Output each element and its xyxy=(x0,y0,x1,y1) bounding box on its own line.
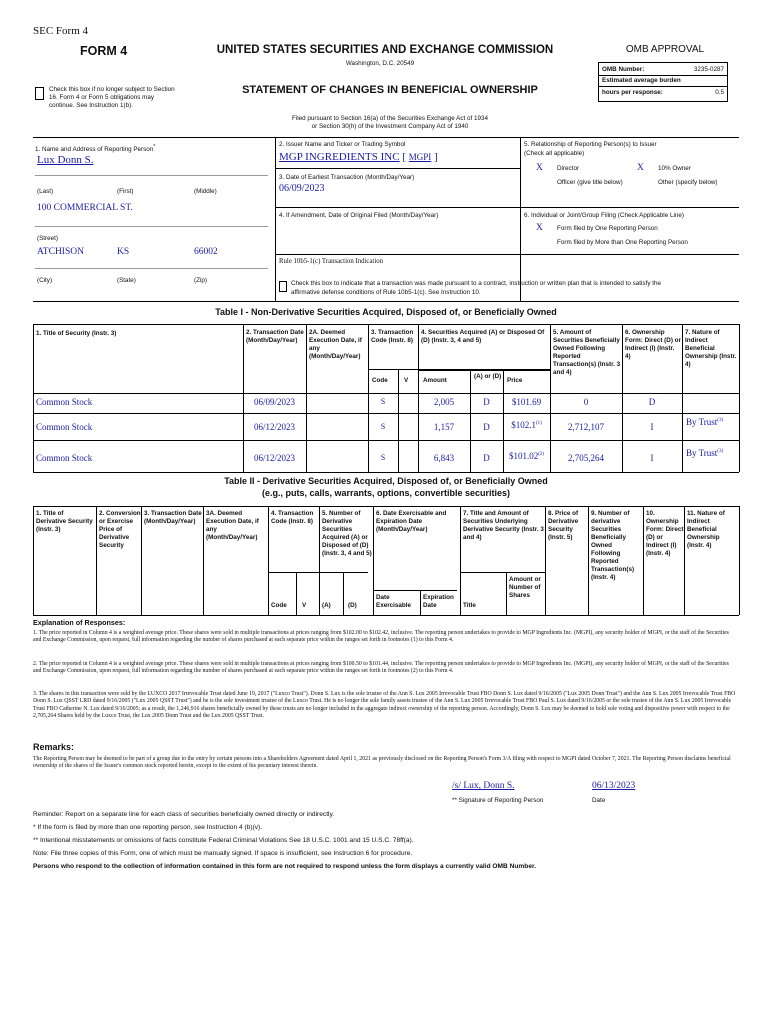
t1-row1-price: $101.69 xyxy=(511,397,542,407)
omb-burden-label: Estimated average burden xyxy=(602,77,681,84)
t2-title-header: Title xyxy=(463,602,476,609)
t1-row1-code: S xyxy=(380,397,386,406)
box4-label: 4. If Amendment, Date of Original Filed (Month/Day/Year) xyxy=(279,212,439,219)
omb-hours-value: 0.5 xyxy=(715,89,724,96)
t1-row2-price-footnote[interactable]: (1) xyxy=(535,421,542,426)
t2-col2-header: 2. Conversion or Exercise Price of Derivative Security xyxy=(99,510,141,549)
t2-col11-header: 11. Nature of Indirect Beneficial Ownership (Instr. 4) xyxy=(687,510,725,549)
t1-row3-date: 06/12/2023 xyxy=(253,453,295,463)
issuer-name: MGP INGREDIENTS INC xyxy=(279,151,400,163)
t1-row3-title: Common Stock xyxy=(36,453,93,463)
t1-row3-code: S xyxy=(380,453,386,462)
t2-col1-header: 1. Title of Derivative Security (Instr. 3) xyxy=(36,510,93,533)
t1-col4-header: 4. Securities Acquired (A) or Disposed Of (D) (Instr. 3, 4 and 5) xyxy=(421,329,545,344)
reporting-person-name: Lux Donn S. xyxy=(37,154,94,166)
t1-row2-title: Common Stock xyxy=(36,422,93,432)
middle-label: (Middle) xyxy=(194,188,217,195)
zip-value: 66002 xyxy=(194,247,218,257)
t2-col3-header: 3. Transaction Date (Month/Day/Year) xyxy=(144,510,202,525)
form-title: FORM 4 xyxy=(80,44,128,58)
table2-title-2: (e.g., puts, calls, warrants, options, convertible securities) xyxy=(261,488,511,498)
t1-row3-nature-footnote[interactable]: (3) xyxy=(717,449,724,454)
t1-code-header: Code xyxy=(372,377,388,384)
t2-col9-header: 9. Number of derivative Securities Beneficially Owned Following Reported Transaction(s) (Instr. 4) xyxy=(591,510,635,581)
t1-col6-header: 6. Ownership Form: Direct (D) or Indirect (I) (Instr. 4) xyxy=(625,329,681,360)
date-label: Date xyxy=(592,797,606,804)
footnote-1: 1. The price reported in Column 4 is a weighted average price. These shares were sold in multiple transactions at prices ranging from $102.00 to $102.42, inclusive. The reporting person undertakes to provide to MGP Ingredients Inc. (MGPI), any security holder of MGPI, or the staff of the Securities and Exchange Commission, upon request, full information regarding the number of shares purchased at each separate price within the ranges set forth in footnotes (1) to this Form 4. xyxy=(33,630,729,644)
t1-row2-owned: 2,712,107 xyxy=(568,422,604,432)
t1-col3-header: 3. Transaction Code (Instr. 8) xyxy=(371,329,414,344)
street-value: 100 COMMERCIAL ST. xyxy=(37,203,133,213)
t2-col10-header: 10. Ownership Form: Direct (D) or Indirect (I) (Instr. 4) xyxy=(646,510,684,557)
t1-row3-form: I xyxy=(650,453,654,463)
t2-col6-header: 6. Date Exercisable and Expiration Date (Month/Day/Year) xyxy=(376,510,447,533)
t1-row1-date: 06/09/2023 xyxy=(253,397,295,407)
t2-a-header: (A) xyxy=(322,602,331,609)
omb-title: OMB APPROVAL xyxy=(625,44,705,55)
t1-col2-header: 2. Transaction Date (Month/Day/Year) xyxy=(246,329,304,344)
rule-text-1: Check this box to indicate that a transaction was made pursuant to a contract, instruction or written plan that is intended to satisfy the xyxy=(291,280,661,287)
omb-box xyxy=(598,62,728,102)
t1-row2-form: I xyxy=(650,422,654,432)
t1-row1-form: D xyxy=(648,397,656,407)
box1-label: 1. Name and Address of Reporting Person* xyxy=(35,144,156,154)
ten-percent-owner-mark[interactable]: X xyxy=(637,163,644,173)
box5-label-2: (Check all applicable) xyxy=(524,150,585,157)
table1-title: Table I - Non-Derivative Securities Acquired, Disposed of, or Beneficially Owned xyxy=(215,307,557,317)
t1-v-header: V xyxy=(404,377,409,384)
t2-col8-header: 8. Price of Derivative Security (Instr. 5) xyxy=(548,510,579,541)
rule-text-2: affirmative defense conditions of Rule 10b5-1(c). See Instruction 10. xyxy=(291,289,481,296)
rule-label: Rule 10b5-1(c) Transaction Indication xyxy=(279,258,384,265)
street-label: (Street) xyxy=(37,235,58,242)
other-label: Other (specify below) xyxy=(658,179,718,186)
t1-row2-code: S xyxy=(380,422,386,431)
filed-pursuant-1: Filed pursuant to Section 16(a) of the Securities Exchange Act of 1934 xyxy=(291,115,489,122)
t1-col7-header: 7. Nature of Indirect Beneficial Ownership (Instr. 4) xyxy=(685,329,737,368)
t1-row3-price: $101.02$^{(2)}$ xyxy=(508,451,545,461)
ticker: MGPI xyxy=(408,152,432,162)
director-mark[interactable]: X xyxy=(536,163,543,173)
t1-col2a-header: 2A. Deemed Execution Date, if any (Month/Day/Year) xyxy=(309,329,362,360)
filed-pursuant-2: or Section 30(h) of the Investment Company Act of 1940 xyxy=(311,123,469,130)
signature-label: ** Signature of Reporting Person xyxy=(452,797,544,804)
officer-label: Officer (give title below) xyxy=(557,179,623,186)
footnote-3: 3. The shares in this transaction were sold by the LUXCO 2017 Irrevocable Trust dated June 19, 2017 ("Luxco Trust"). Donn S. Lux is the sole trustee of the Ann S. Lux 2005 Irrevocable Trust FBO Donn S. Lux dated 9/16/2005 ("Lux 2005 Donn Trust") and the Ann S. Lux 2005 Irrevocable Trust FBO Donn S. Lux QSST LRD dated 9/16/2005 ("Lux 2005 QSST Trust") and he is the sole investment trustee of the Luxco Trust. He is no longer the sole family assets trustee of the Ann S. Lux 2005 Irrevocable Trust FBO Paul S. Lux dated 9/16/2005 or the sole trustee of the Ann S. Lux 2005 Irrevocable Trust FBO Catherine N. Lux dated 9/16/2005; as a result, the 1,246,916 shares beneficially owned by these trusts are no longer included in the aggregate indirect ownership of the reporting person. Accordingly, Donn S. Lux may be deemed to hold sole voting and dispositive power with respect to the 2,705,264 Shares held by the Luxco Trust, the Lux 2005 Donn Trust and the Lux 2005 QSST Trust. xyxy=(33,691,736,720)
box6-label: 6. Individual or Joint/Group Filing (Check Applicable Line) xyxy=(524,212,684,219)
director-label: Director xyxy=(557,165,580,172)
city-value: ATCHISON xyxy=(37,247,84,257)
rule-checkbox[interactable] xyxy=(279,281,287,292)
t1-row3-ad: D xyxy=(483,453,490,463)
footnote-2: 2. The price reported in Column 4 is a weighted average price. These shares were sold in multiple transactions at prices ranging from $100.50 to $101.44, inclusive. The reporting person undertakes to provide to MGP Ingredients Inc. (MGPI), any security holder of MGPI, or the staff of the Securities and Exchange Commission, upon request, full information regarding the number of shares purchased at each separate price within the ranges set forth in footnotes (2) to this Form 4. xyxy=(33,661,729,675)
ten-percent-owner-label: 10% Owner xyxy=(658,165,691,172)
first-label: (First) xyxy=(117,188,134,195)
t1-row3-price-footnote[interactable]: (2) xyxy=(538,452,545,457)
t1-row3-owned: 2,705,264 xyxy=(568,453,604,463)
state-value: KS xyxy=(117,247,130,257)
section16-text: Check this box if no longer subject to Section 16. Form 4 or Form 5 obligations may continue. See Instruction 1(b). xyxy=(49,86,175,109)
agency-title: UNITED STATES SECURITIES AND EXCHANGE COMMISSION xyxy=(216,44,554,56)
t1-row2-nature: By Trust$^{(3)}$ xyxy=(686,417,724,427)
t1-row2-ad: D xyxy=(483,422,490,432)
signature-date: 06/13/2023 xyxy=(592,781,636,791)
t2-expiration-header: Expiration Date xyxy=(423,594,454,609)
t2-date-exercisable-header: Date Exercisable xyxy=(376,594,412,609)
note-4: Persons who respond to the collection of information contained in this form are not required to respond unless the form displays a currently valid OMB Number. xyxy=(33,863,537,870)
t1-row1-amount: 2,005 xyxy=(433,397,455,407)
t2-col3a-header: 3A. Deemed Execution Date, if any (Month/Day/Year) xyxy=(206,510,259,541)
omb-hours-label: hours per response: xyxy=(602,89,663,96)
note-1: * If the form is filed by more than one reporting person, see Instruction 4 (b)(v). xyxy=(33,824,263,831)
note-2: ** Intentional misstatements or omissions of facts constitute Federal Criminal Violations See 18 U.S.C. 1001 and 15 U.S.C. 78ff(a). xyxy=(33,837,414,844)
t1-amount-header: Amount xyxy=(423,377,447,384)
more-persons-label: Form filed by More than One Reporting Person xyxy=(557,239,688,246)
t1-col1-header: 1. Title of Security (Instr. 3) xyxy=(36,330,117,337)
issuer-ticker: MGP INGREDIENTS INC [ MGPI ] xyxy=(279,151,438,163)
t1-row2-nature-footnote[interactable]: (3) xyxy=(717,418,724,423)
signature-value: /s/ Lux, Donn S. xyxy=(452,781,515,791)
t1-col5-header: 5. Amount of Securities Beneficially Owned Following Reported Transaction(s) (Instr. 3 and 4) xyxy=(553,329,621,376)
earliest-transaction-date: 06/09/2023 xyxy=(279,183,325,194)
t1-row2-amount: 1,157 xyxy=(433,422,455,432)
remarks-heading: Remarks: xyxy=(33,742,75,752)
box3-label: 3. Date of Earliest Transaction (Month/Day/Year) xyxy=(279,174,415,181)
t1-row2-date: 06/12/2023 xyxy=(253,422,295,432)
explanation-heading: Explanation of Responses: xyxy=(33,618,126,627)
table2-title-1: Table II - Derivative Securities Acquired, Disposed of, or Beneficially Owned xyxy=(224,476,548,486)
state-label: (State) xyxy=(117,277,136,284)
t2-col4-header: 4. Transaction Code (Instr. 8) xyxy=(271,510,314,525)
location: Washington, D.C. 20549 xyxy=(345,60,415,67)
t1-row1-title: Common Stock xyxy=(36,397,93,407)
remarks-text: The Reporting Person may be deemed to be part of a group due to the entry by certain persons into a Shareholders Agreement dated April 1, 2021 as previously disclosed on the Reporting Person's Form 3/A filing with respect to MGPI dated October 7, 2021. The Reporting Person disclaims beneficial ownership of the shares of the Issuer's common stock reported herein, except to the extent of his pecuniary interest therein. xyxy=(33,756,731,770)
t1-row3-amount: 6,843 xyxy=(433,453,455,463)
t2-d-header: (D) xyxy=(348,602,357,609)
t2-code-header: Code xyxy=(271,602,287,609)
t2-col5-header: 5. Number of Derivative Securities Acquired (A) or Disposed of (D) (Instr. 3, 4 and 5) xyxy=(322,510,372,557)
t1-aord-header: (A) or (D) xyxy=(474,373,502,380)
zip-label: (Zip) xyxy=(194,277,207,284)
box5-label-1: 5. Relationship of Reporting Person(s) to Issuer xyxy=(524,141,657,148)
t1-row3-nature: By Trust$^{(3)}$ xyxy=(686,448,724,458)
t1-row1-ad: D xyxy=(483,397,490,407)
omb-number-value: 3235-0287 xyxy=(693,66,724,73)
t1-row2-price: $102.1$^{(1)}$ xyxy=(511,420,542,430)
city-label: (City) xyxy=(37,277,53,284)
t1-price-header: Price xyxy=(507,377,523,384)
doc-label: SEC Form 4 xyxy=(33,25,89,37)
t1-row1-owned: 0 xyxy=(583,397,589,407)
one-person-label: Form filed by One Reporting Person xyxy=(557,225,658,232)
t2-amount-header: Amount or Number of Shares xyxy=(509,576,541,599)
t2-col7-header: 7. Title and Amount of Securities Underlying Derivative Security (Instr. 3 and 4) xyxy=(463,510,544,541)
reminder-text: Reminder: Report on a separate line for each class of securities beneficially owned directly or indirectly. xyxy=(33,811,335,818)
box2-label: 2. Issuer Name and Ticker or Trading Symbol xyxy=(279,141,406,148)
last-label: (Last) xyxy=(37,188,54,195)
section16-checkbox[interactable] xyxy=(35,87,44,100)
omb-number-label: OMB Number: xyxy=(602,66,645,73)
one-person-mark[interactable]: X xyxy=(536,223,543,233)
t2-v-header: V xyxy=(302,602,307,609)
statement-title: STATEMENT OF CHANGES IN BENEFICIAL OWNERSHIP xyxy=(242,84,538,96)
note-3: Note: File three copies of this Form, one of which must be manually signed. If space is insufficient, see Instruction 6 for procedure. xyxy=(33,850,413,857)
